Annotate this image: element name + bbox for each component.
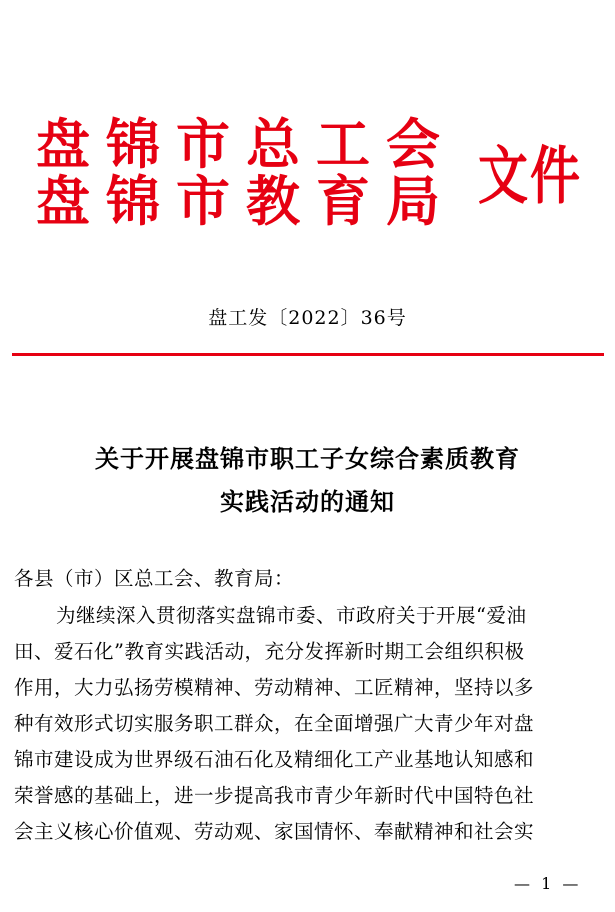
paragraph-line: 会主义核心价值观、劳动观、家国情怀、奉献精神和社会实	[14, 820, 535, 843]
document-number: 盘工发〔2022〕36号	[208, 307, 407, 329]
notice-title-line-2: 实践活动的通知	[220, 487, 395, 516]
paragraph-line: 种有效形式切实服务职工群众，在全面增强广大青少年对盘	[14, 712, 535, 735]
notice-title-line-1: 关于开展盘锦市职工子女综合素质教育	[95, 444, 520, 473]
issuer-name-trade-union: 盘锦市总工会	[36, 113, 456, 176]
red-divider-line	[12, 353, 604, 356]
issuer-name-education-bureau: 盘锦市教育局	[36, 170, 456, 233]
paragraph-line: 荣誉感的基础上，进一步提高我市青少年新时代中国特色社	[14, 784, 535, 807]
salutation: 各县（市）区总工会、教育局：	[14, 567, 295, 590]
paragraph-line: 为继续深入贯彻落实盘锦市委、市政府关于开展“爱油	[56, 604, 527, 627]
page-number: — 1 —	[514, 874, 582, 893]
paragraph-line: 作用，大力弘扬劳模精神、劳动精神、工匠精神，坚持以多	[14, 676, 535, 699]
paragraph-line: 锦市建设成为世界级石油石化及精细化工产业基地认知感和	[14, 748, 535, 771]
document-header	[0, 0, 615, 260]
document-label: 文件	[478, 139, 582, 213]
paragraph-line: 田、爱石化”教育实践活动，充分发挥新时期工会组织积极	[14, 640, 525, 663]
